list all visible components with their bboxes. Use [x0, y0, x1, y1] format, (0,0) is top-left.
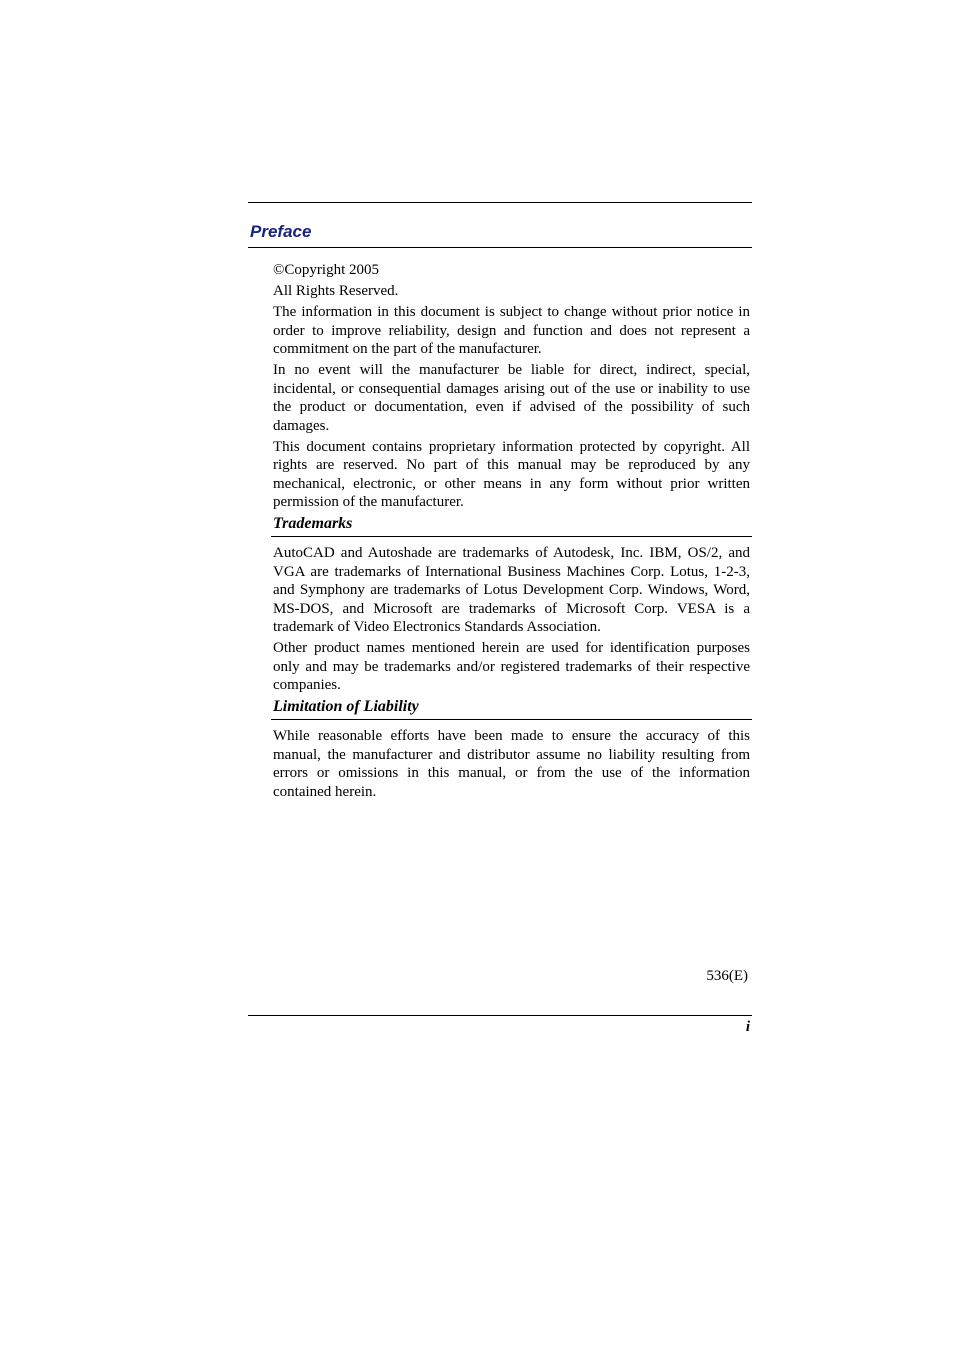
- trademarks-paragraph: AutoCAD and Autoshade are trademarks of Autodesk, Inc. IBM, OS/2, and VGA are trademarks of International Business Machines Corp. Lotus, 1-2-3, and Symphony are trademarks of Lotus Development Corp. Windows, Word, MS-DOS, and Microsoft are trademarks of Microsoft Corp. VESA is a trademark of Video Electronics Standards Association.: [273, 545, 750, 635]
- preface-section: [273, 261, 750, 514]
- header-rule: [248, 202, 752, 203]
- copyright-line: ©Copyright 2005: [273, 262, 379, 278]
- preface-heading-rule: [248, 247, 752, 248]
- trademarks-heading-rule: [271, 536, 752, 537]
- preface-paragraph: In no event will the manufacturer be liable for direct, indirect, special, incidental, or consequential damages arising out of the use or inability to use the product or documentation, even if advised of the possibility of such damages.: [273, 362, 750, 434]
- trademarks-heading: Trademarks: [273, 515, 353, 532]
- rights-reserved-line: All Rights Reserved.: [273, 283, 399, 299]
- preface-paragraph: This document contains proprietary information protected by copyright. All rights are reserved. No part of this manual may be reproduced by any mechanical, electronic, or other means in any form without prior written permission of the manufacturer.: [273, 438, 750, 510]
- liability-section: [273, 727, 750, 804]
- document-code: 536(E): [706, 968, 748, 984]
- preface-paragraph: The information in this document is subject to change without prior notice in order to improve reliability, design and function and does not represent a commitment on the part of the manufacturer.: [273, 304, 750, 357]
- page-number: i: [745, 1019, 750, 1035]
- liability-paragraph: While reasonable efforts have been made to ensure the accuracy of this manual, the manufacturer and distributor assume no liability resulting from errors or omissions in this manual, or from the use of the information contained herein.: [273, 728, 750, 800]
- footer-rule: [248, 1015, 752, 1016]
- trademarks-section: [273, 544, 750, 697]
- liability-heading-rule: [271, 719, 752, 720]
- preface-heading: Preface: [250, 222, 312, 241]
- trademarks-paragraph: Other product names mentioned herein are used for identification purposes only and may be trademarks and/or registered trademarks of their respective companies.: [273, 640, 750, 693]
- liability-heading: Limitation of Liability: [273, 698, 419, 715]
